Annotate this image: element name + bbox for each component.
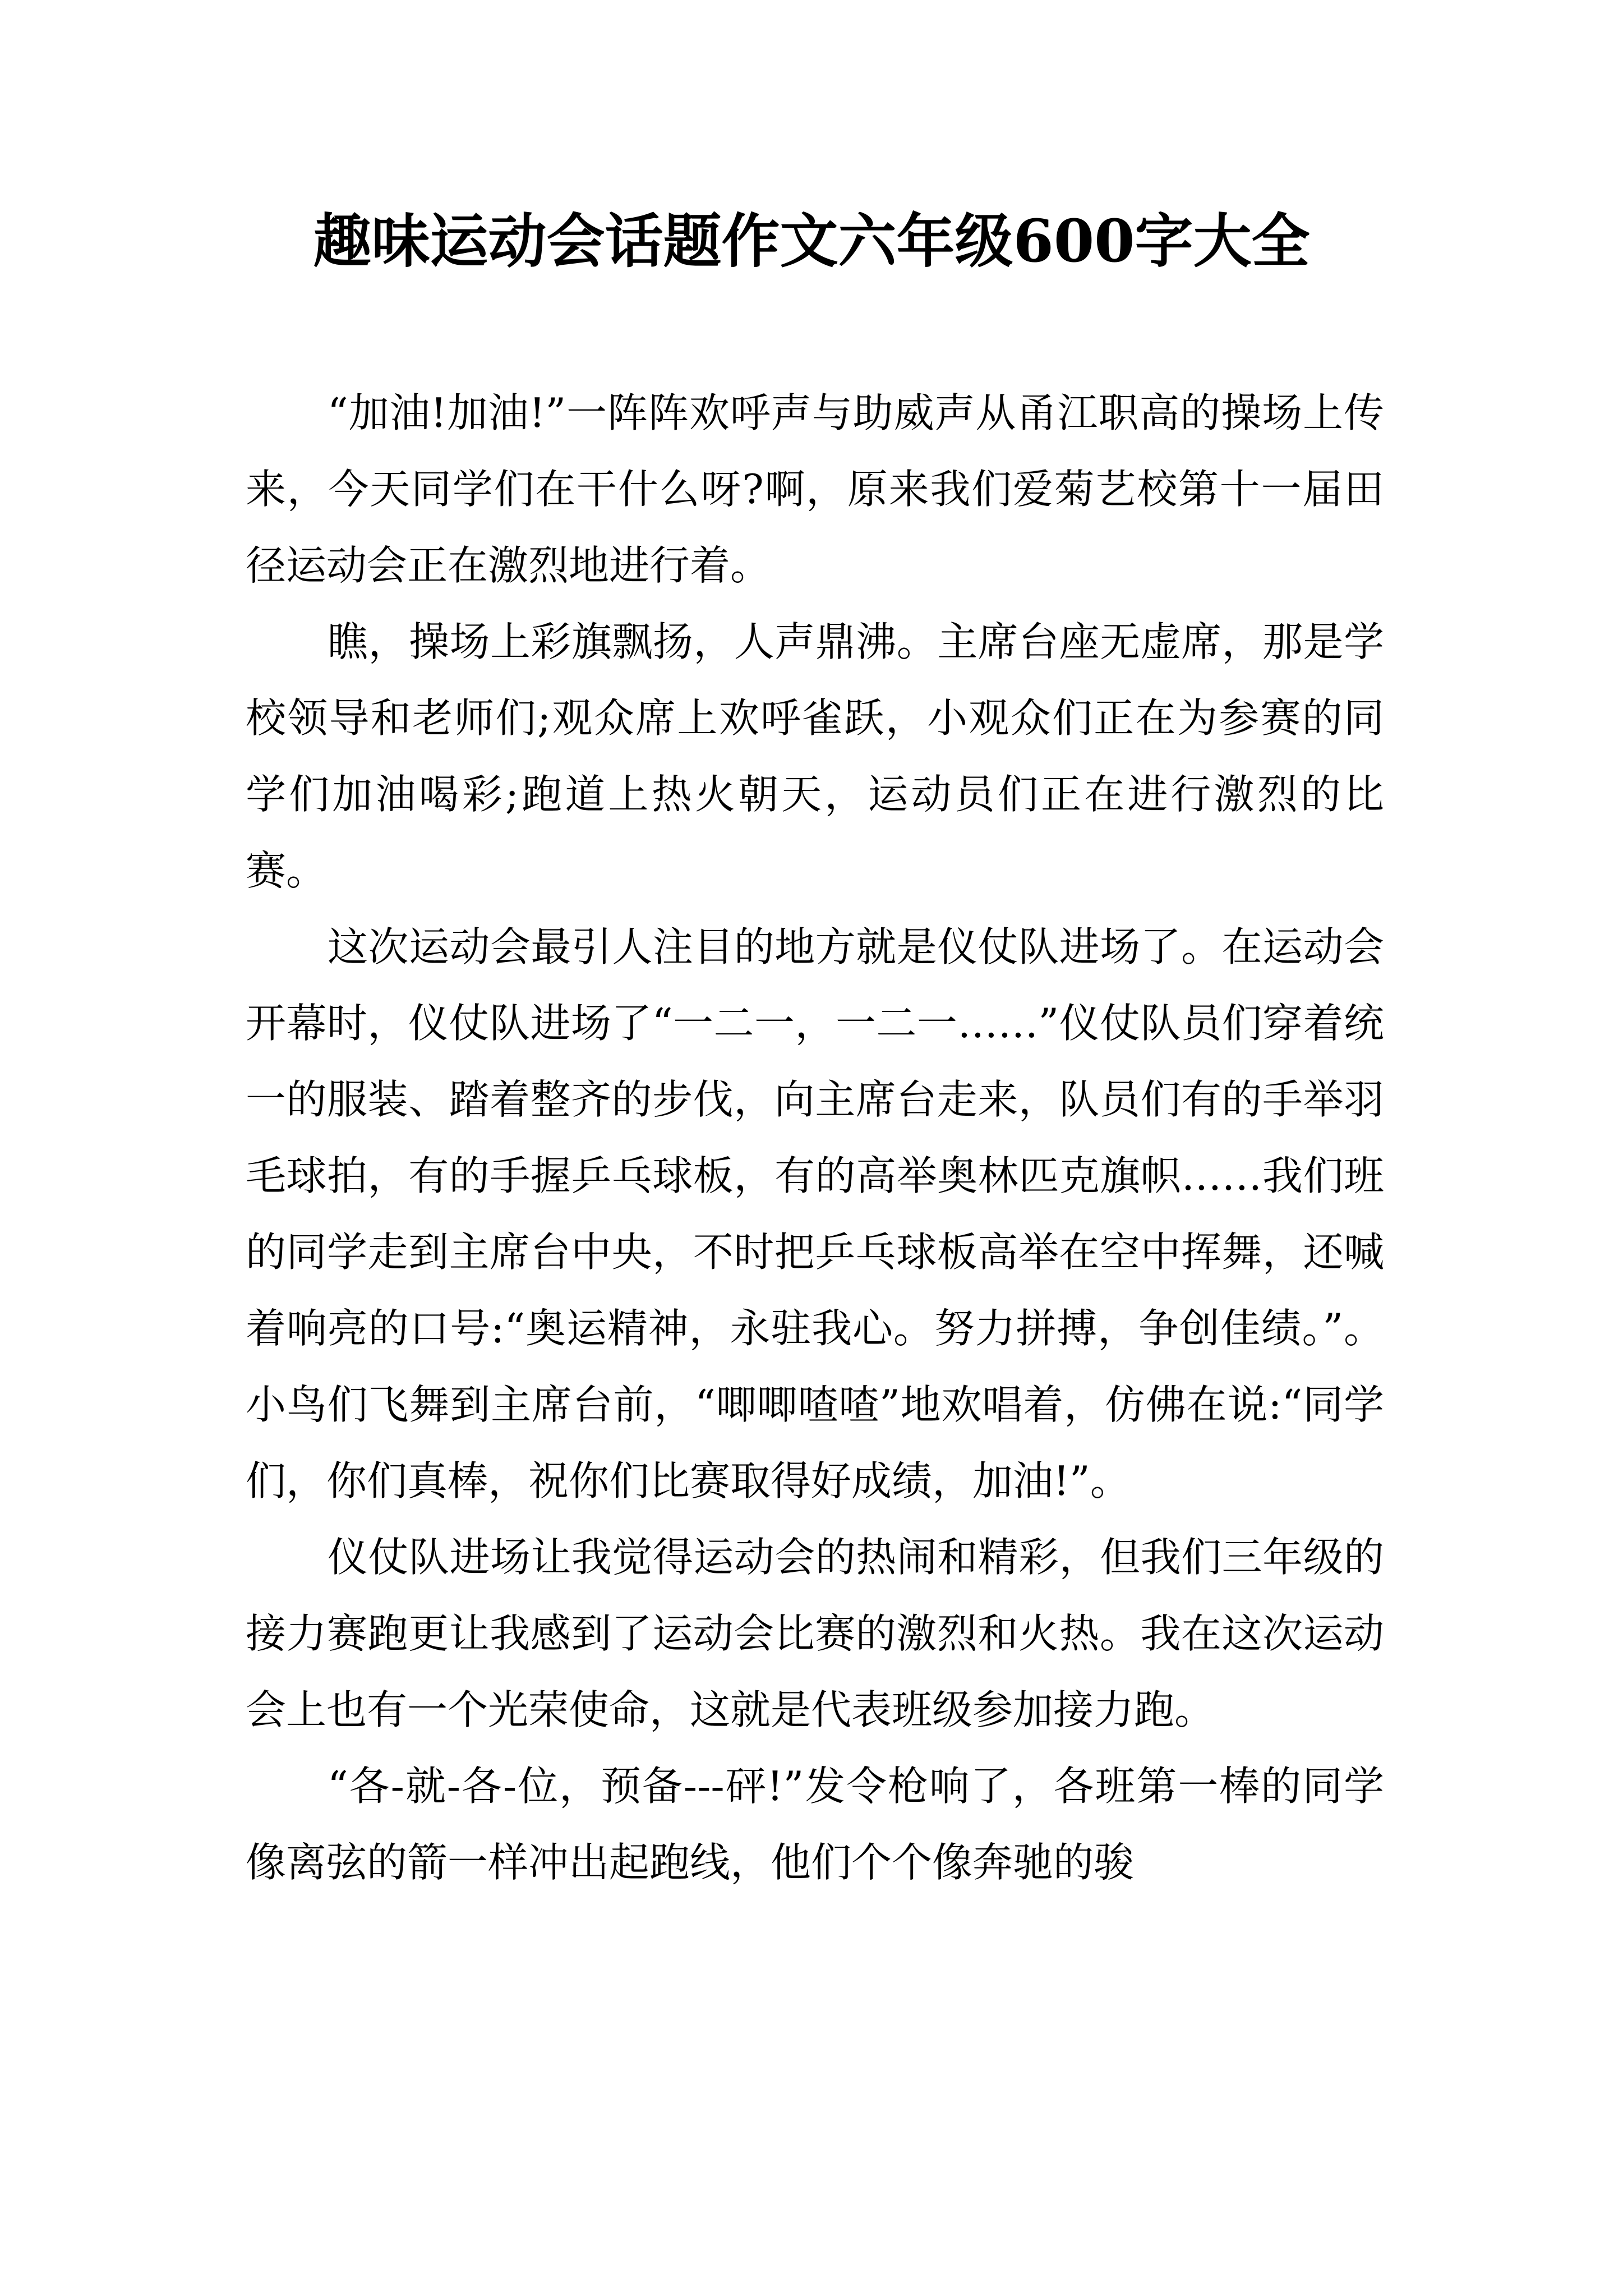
paragraph-5: “各-就-各-位，预备---砰!”发令枪响了，各班第一棒的同学像离弦的箭一样冲出起跑线，他们个个像奔驰的骏 — [246, 1763, 1384, 1886]
paragraph-2: 瞧，操场上彩旗飘扬，人声鼎沸。主席台座无虚席，那是学校领导和老师们;观众席上欢呼雀跃，小观众们正在为参赛的同学们加油喝彩;跑道上热火朝天，运动员们正在进行激烈的比赛。 — [246, 618, 1384, 894]
document-body — [246, 375, 1384, 1901]
document-title: 趣味运动会话题作文六年级600字大全 — [313, 206, 1310, 275]
paragraph-1: “加油!加油!”一阵阵欢呼声与助威声从甬江职高的操场上传来，今天同学们在干什么呀?啊，原来我们爱菊艺校第十一届田径运动会正在激烈地进行着。 — [246, 389, 1384, 589]
paragraph-3: 这次运动会最引人注目的地方就是仪仗队进场了。在运动会开幕时，仪仗队进场了“一二一，一二一……”仪仗队员们穿着统一的服装、踏着整齐的步伐，向主席台走来，队员们有的手举羽毛球拍，有的手握乒乓球板，有的高举奥林匹克旗帜……我们班的同学走到主席台中央，不时把乒乓球板高举在空中挥舞，还喊着响亮的口号:“奥运精神，永驻我心。努力拼搏，争创佳绩。”。小鸟们飞舞到主席台前，“唧唧喳喳”地欢唱着，仿佛在说:“同学们，你们真棒，祝你们比赛取得好成绩，加油!”。 — [246, 923, 1384, 1504]
paragraph-4: 仪仗队进场让我觉得运动会的热闹和精彩，但我们三年级的接力赛跑更让我感到了运动会比赛的激烈和火热。我在这次运动会上也有一个光荣使命，这就是代表班级参加接力跑。 — [246, 1534, 1384, 1733]
